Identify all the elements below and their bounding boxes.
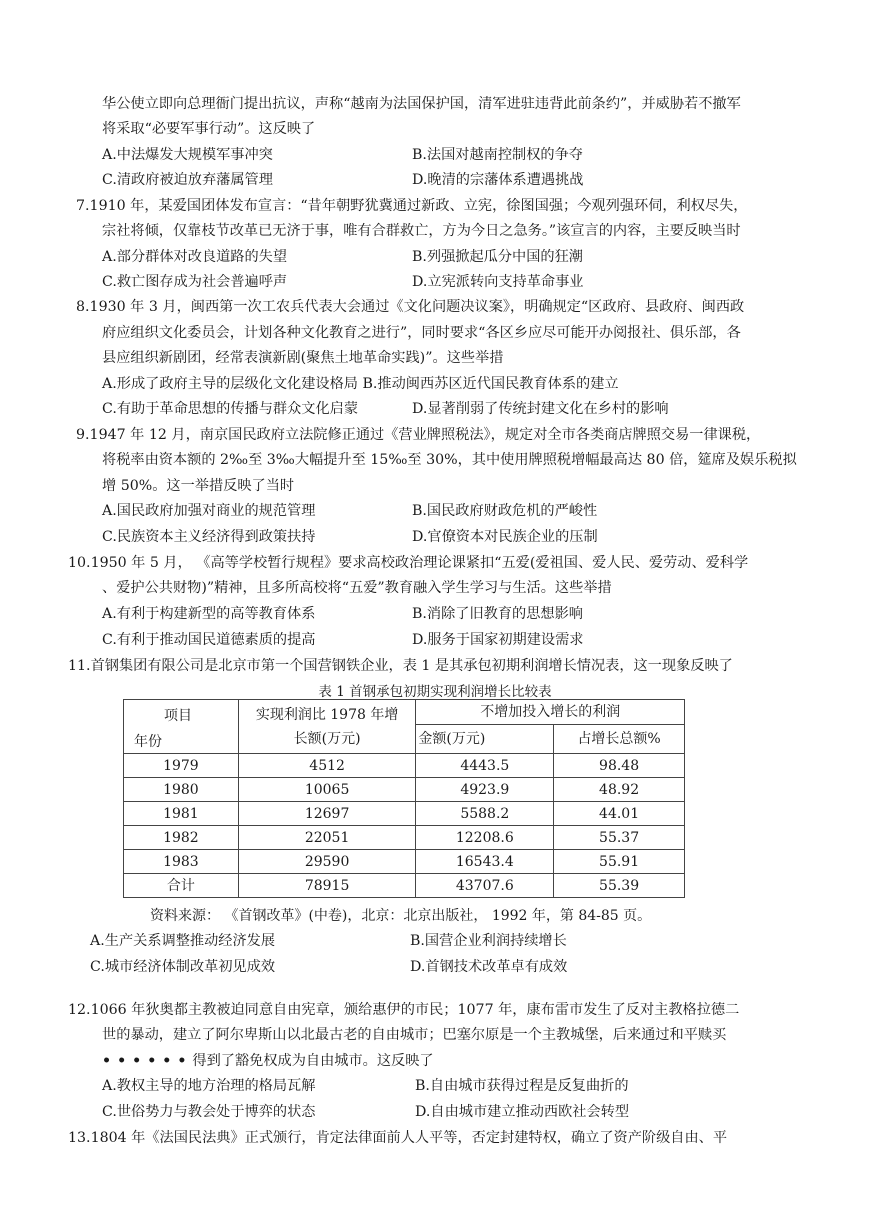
cell-amount: 4923.9	[416, 778, 554, 802]
header-profit-growth-line2: 长额(万元)	[293, 730, 361, 747]
cell-profit: 4512	[238, 754, 416, 778]
table-corner-cell	[124, 700, 239, 754]
q11-option-b: B.国营企业利润持续增长	[410, 933, 567, 949]
q7-stem-line-1: 7.1910 年，某爱国团体发布宣言：“昔年朝野犹冀通过新政、立宪，徐图国强；今观列强环伺，利权尽失，	[76, 198, 748, 214]
cell-profit: 10065	[238, 778, 416, 802]
cell-share: 98.48	[554, 754, 685, 778]
q9-stem-line-1: 9.1947 年 12 月，南京国民政府立法院修正通过《营业牌照税法》，规定对全市各类商店牌照交易一律课税，	[76, 427, 761, 443]
header-profit-growth-line1: 实现利润比 1978 年增	[255, 706, 399, 723]
q8-option-ab: A.形成了政府主导的层级化文化建设格局 B.推动闽西苏区近代国民教育体系的建立	[102, 376, 619, 392]
cell-amount: 12208.6	[416, 826, 554, 850]
q9-option-c: C.民族资本主义经济得到政策扶持	[102, 529, 316, 545]
q7-stem-line-2: 宗社将倾，仅靠枝节改革已无济于事，唯有合群救亡，方为今日之急务。”该宣言的内容，主要反映当时	[102, 223, 741, 239]
table-row-total	[124, 874, 685, 898]
q10-option-d: D.服务于国家初期建设需求	[412, 632, 584, 648]
q12-stem-line-1: 12.1066 年狄奥都主教被迫同意自由宪章，颁给惠伊的市民；1077 年，康布雷市发生了反对主教格拉德二	[68, 1002, 740, 1018]
q7-option-c: C.救亡图存成为社会普遍呼声	[102, 274, 288, 290]
q11-option-c: C.城市经济体制改革初见成效	[90, 959, 276, 975]
cell-share: 44.01	[554, 802, 685, 826]
cell-year: 1980	[124, 778, 239, 802]
q9-option-d: D.官僚资本对民族企业的压制	[412, 529, 598, 545]
corner-label-item: 项目	[164, 707, 192, 724]
q12-stem-line-2: 世的暴动，建立了阿尔卑斯山以北最古老的自由城市；巴塞尔原是一个主教城堡，后来通过和平赎买	[102, 1027, 727, 1043]
q12-option-b: B.自由城市获得过程是反复曲折的	[415, 1078, 629, 1094]
q7-option-a: A.部分群体对改良道路的失望	[102, 249, 288, 265]
cell-profit: 78915	[238, 874, 416, 898]
cell-profit: 29590	[238, 850, 416, 874]
q12-option-c: C.世俗势力与教会处于博弈的状态	[102, 1104, 316, 1120]
q6-option-c: C.清政府被迫放弃藩属管理	[102, 172, 273, 188]
q10-option-b: B.消除了旧教育的思想影响	[412, 606, 583, 622]
cell-amount: 16543.4	[416, 850, 554, 874]
q8-stem-line-1: 8.1930 年 3 月，闽西第一次工农兵代表大会通过《文化问题决议案》，明确规定“区政府、县政府、闽西政	[76, 299, 745, 315]
q8-option-d: D.显著削弱了传统封建文化在乡村的影响	[412, 401, 669, 417]
q13-stem-line-1: 13.1804 年《法国民法典》正式颁行，肯定法律面前人人平等，否定封建特权，确立了资产阶级自由、平	[68, 1130, 728, 1146]
table-row	[124, 826, 685, 850]
cell-amount: 5588.2	[416, 802, 554, 826]
emphasis-dots: ••••••	[102, 1053, 193, 1069]
cell-year: 1981	[124, 802, 239, 826]
q8-stem-line-3: 县应组织新剧团，经常表演新剧(聚焦土地革命实践)”。这些举措	[102, 350, 504, 366]
q9-option-a: A.国民政府加强对商业的规范管理	[102, 503, 316, 519]
q6-option-d: D.晚清的宗藩体系遭遇挑战	[412, 172, 584, 188]
header-amount: 金额(万元)	[416, 725, 554, 754]
header-group-no-input: 不增加投入增长的利润	[416, 700, 685, 725]
table-source-note: 资料来源： 《首钢改革》(中卷)，北京：北京出版社， 1992 年，第 84-85 页。	[150, 908, 652, 924]
corner-label-year: 年份	[134, 733, 162, 750]
q10-option-a: A.有利于构建新型的高等教育体系	[102, 606, 316, 622]
cell-amount: 4443.5	[416, 754, 554, 778]
q8-stem-line-2: 府应组织文化委员会，计划各种文化教育之进行”，同时要求“各区乡应尽可能开办阅报社、俱乐部，各	[102, 325, 741, 341]
cell-year: 合计	[124, 874, 239, 898]
q10-stem-line-1: 10.1950 年 5 月， 《高等学校暂行规程》要求高校政治理论课紧扣“五爱(爱祖国、爱人民、爱劳动、爱科学	[68, 555, 749, 571]
q9-option-b: B.国民政府财政危机的严峻性	[412, 503, 598, 519]
table-row	[124, 850, 685, 874]
cell-year: 1982	[124, 826, 239, 850]
q7-option-b: B.列强掀起瓜分中国的狂潮	[412, 249, 583, 265]
table-caption: 表 1 首钢承包初期实现利润增长比较表	[318, 684, 552, 700]
table-row	[124, 778, 685, 802]
cell-year: 1979	[124, 754, 239, 778]
q12-stem-line-3	[102, 1051, 434, 1071]
profit-table	[123, 699, 685, 898]
q10-stem-line-2: 、爱护公共财物)”精神，且多所高校将“五爱”教育融入学生学习与生活。这些举措	[102, 580, 612, 596]
cell-share: 55.91	[554, 850, 685, 874]
q6-option-b: B.法国对越南控制权的争夺	[412, 147, 583, 163]
table-row	[124, 754, 685, 778]
header-profit-growth	[238, 700, 416, 754]
q6-stem-line-2: 将采取“必要军事行动”。这反映了	[102, 121, 316, 137]
q9-stem-line-3: 增 50%。这一举措反映了当时	[102, 478, 295, 494]
q7-option-d: D.立宪派转向支持革命事业	[412, 274, 584, 290]
q11-option-a: A.生产关系调整推动经济发展	[90, 933, 276, 949]
q12-option-a: A.教权主导的地方治理的格局瓦解	[102, 1078, 316, 1094]
q11-stem-line-1: 11.首钢集团有限公司是北京市第一个国营钢铁企业，表 1 是其承包初期利润增长情况表，这一现象反映了	[68, 658, 733, 674]
cell-amount: 43707.6	[416, 874, 554, 898]
q12-option-d: D.自由城市建立推动西欧社会转型	[415, 1104, 630, 1120]
cell-profit: 12697	[238, 802, 416, 826]
q10-option-c: C.有利于推动国民道德素质的提高	[102, 632, 316, 648]
cell-share: 55.37	[554, 826, 685, 850]
q6-stem-line-1: 华公使立即向总理衙门提出抗议，声称“越南为法国保护国，清军进驻违背此前条约”，并威胁若不撤军	[102, 96, 741, 112]
q6-option-a: A.中法爆发大规模军事冲突	[102, 147, 273, 163]
table-row	[124, 802, 685, 826]
header-share: 占增长总额%	[554, 725, 685, 754]
q8-option-c: C.有助于革命思想的传播与群众文化启蒙	[102, 401, 359, 417]
cell-share: 48.92	[554, 778, 685, 802]
cell-share: 55.39	[554, 874, 685, 898]
q11-option-d: D.首钢技术改革卓有成效	[410, 959, 568, 975]
cell-year: 1983	[124, 850, 239, 874]
q12-stem-line-3-text: 得到了豁免权成为自由城市。这反映了	[192, 1053, 434, 1069]
cell-profit: 22051	[238, 826, 416, 850]
q9-stem-line-2: 将税率由资本额的 2‰至 3‰大幅提升至 15‰至 30%，其中使用牌照税增幅最高达 80 倍，筵席及娱乐税拟	[102, 452, 797, 468]
